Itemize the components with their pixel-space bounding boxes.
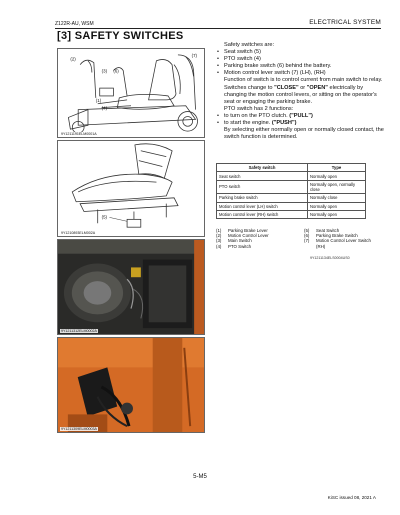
page-number: 5-M5 xyxy=(193,474,207,480)
figure-caption: 9Y1211312ELM0002A xyxy=(61,329,97,333)
close-label: "CLOSE" xyxy=(274,84,299,91)
table-cell: Motion control lever (RH) switch xyxy=(217,210,308,218)
list-item: • Seat switch (5) xyxy=(214,49,384,56)
switch-type-table xyxy=(216,163,366,219)
figure-mower-overview xyxy=(57,48,205,138)
table-row xyxy=(217,194,366,202)
legend-row: (3) Main Switch (7) Motion Control Lever Switch xyxy=(216,238,371,244)
list-item: • to start the engine. ("PUSH") xyxy=(214,120,384,127)
photo-lever-switch xyxy=(58,338,204,432)
figure-caption: 9Y1211191ELM0001A xyxy=(61,132,97,136)
figure-photo-lever-switch xyxy=(57,337,205,433)
figure-legend xyxy=(216,228,376,249)
list-item: • Motion control lever switch (7) (LH), (RH) xyxy=(214,70,384,77)
table-cell: Normally open xyxy=(308,210,366,218)
table-cell: Normally open xyxy=(308,202,366,210)
legend-row: (2) Motion Control Lever (6) Parking Brake Switch xyxy=(216,233,358,239)
list-item: • Parking brake switch (6) behind the battery. xyxy=(214,63,384,70)
callout-6: (6) xyxy=(113,68,119,74)
seat-line-drawing xyxy=(58,141,204,236)
table-cell: Normally close xyxy=(308,194,366,202)
table-cell: PTO switch xyxy=(217,180,308,193)
callout-4: (4) xyxy=(101,105,108,111)
figure-photo-brake-switch xyxy=(57,239,205,335)
table-cell: Normally open xyxy=(308,172,366,180)
figure-code: 9Y1211134ELS0004US0 xyxy=(310,256,350,260)
figure-seat-switch xyxy=(57,140,205,237)
photo-brake-switch xyxy=(58,240,204,334)
callout-7: (7) xyxy=(191,52,197,58)
header-model: Z122R-AU, WSM xyxy=(55,21,94,27)
open-label: "OPEN" xyxy=(306,84,328,91)
table-row xyxy=(217,210,366,218)
callout-3: (3) xyxy=(101,68,108,74)
figure-caption: 9Y1210893ELM002A xyxy=(61,231,96,235)
figure-caption: 9Y1211309ELM0003A xyxy=(61,427,97,431)
pto-list xyxy=(214,113,384,127)
callout-2-left: (2) xyxy=(70,56,76,62)
list-item: • PTO switch (4) xyxy=(214,56,384,63)
footer-issue: KiSC issued 08, 2021 A xyxy=(327,495,376,500)
callout-1: (1) xyxy=(95,97,102,103)
selecting-paragraph: By selecting either normally open or normally closed contact, the switch function is determined. xyxy=(224,127,384,141)
legend-row: (4) PTO Switch (RH) xyxy=(216,243,326,249)
table-cell: Normally open, normally close xyxy=(308,180,366,193)
function-paragraph: Function of switch is to control current from main switch to relay. xyxy=(224,77,383,84)
table-cell: Parking brake switch xyxy=(217,194,308,202)
pto-functions-text: PTO switch has 2 functions: xyxy=(224,105,294,112)
table-row xyxy=(217,172,366,180)
table-header-row xyxy=(217,164,366,172)
legend-row: (1) Parking Brake Lever (5) Seat Switch xyxy=(216,228,340,233)
mower-line-drawing xyxy=(58,49,204,137)
header-divider xyxy=(55,28,381,29)
change-paragraph: Switches change to "CLOSE" or "OPEN" electrically by changing the motion control levers, or sitting on the operator's seat or engaging the parking brake. xyxy=(224,84,377,105)
table-header: Safety switch xyxy=(217,164,308,172)
table-cell: Motion control lever (LH) switch xyxy=(217,202,308,210)
callout-5: (5) xyxy=(101,214,107,220)
table-cell: Seat switch xyxy=(217,172,308,180)
section-title: [3] SAFETY SWITCHES xyxy=(57,30,184,42)
table-header: Type xyxy=(308,164,366,172)
list-item: • to turn on the PTO clutch. ("PULL") xyxy=(214,113,384,120)
header-section: ELECTRICAL SYSTEM xyxy=(309,19,381,26)
intro-text: Safety switches are: xyxy=(224,42,275,48)
table-row xyxy=(217,202,366,210)
switch-list xyxy=(214,49,384,77)
body-text xyxy=(214,42,384,141)
table-row xyxy=(217,180,366,193)
